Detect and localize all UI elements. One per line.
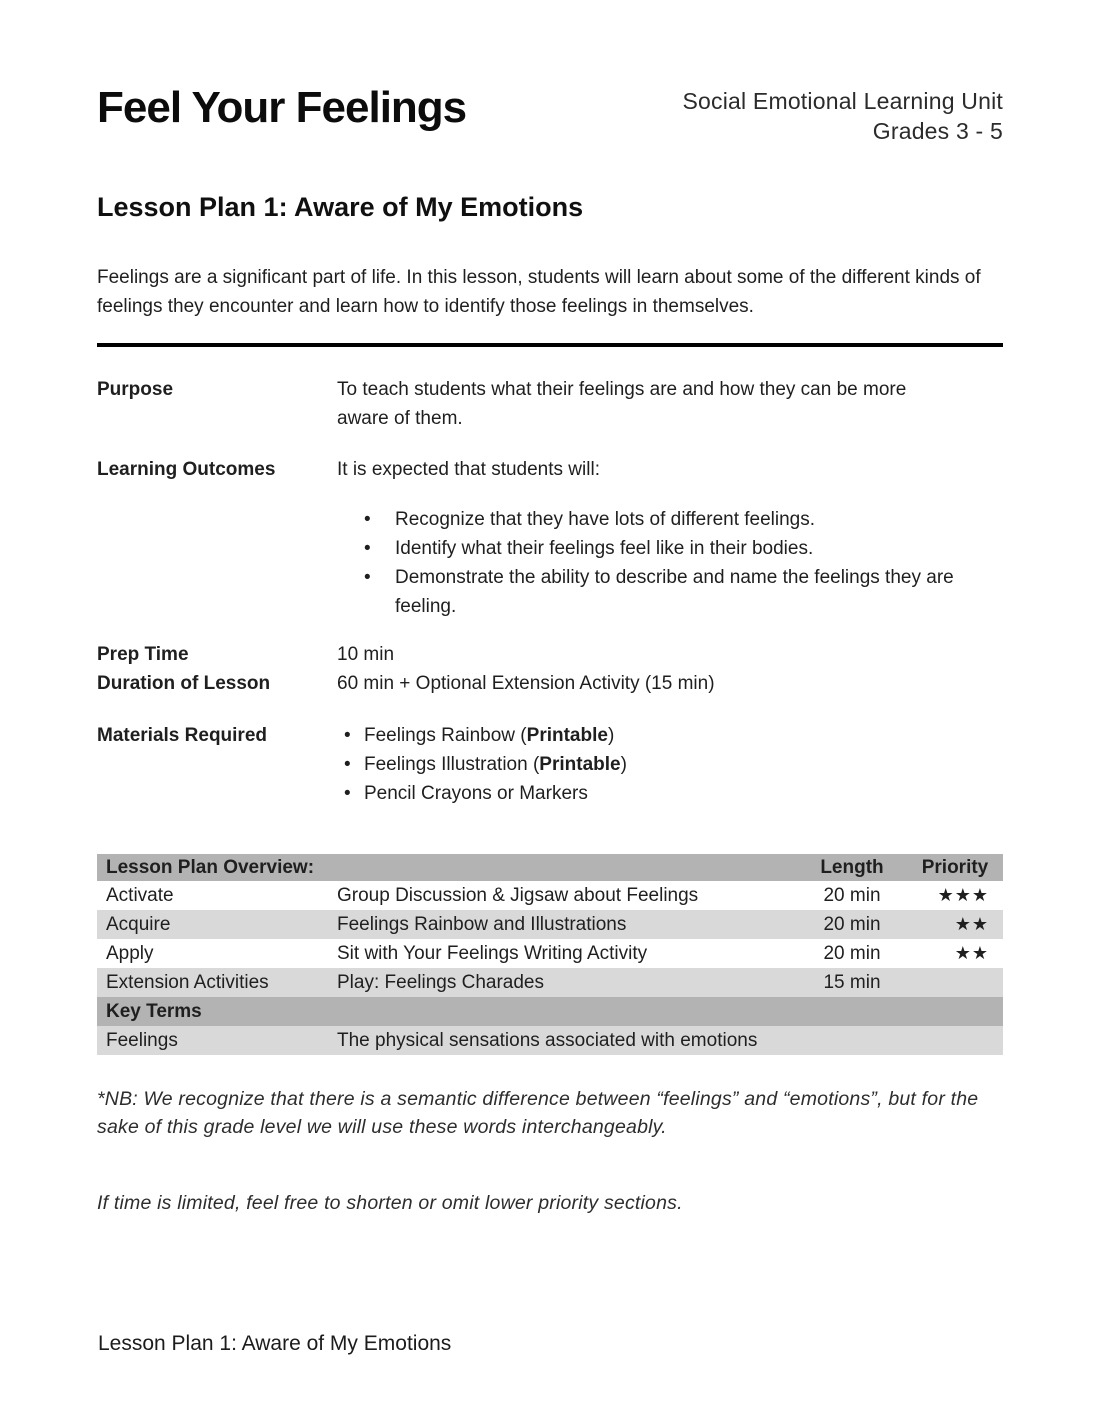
unit-name: Social Emotional Learning Unit: [682, 88, 1003, 114]
material-text: ): [607, 725, 615, 746]
material-bold-text: Printable: [526, 725, 608, 746]
materials-content: [337, 721, 1003, 808]
table-header-row: [97, 854, 1003, 881]
material-text: ): [620, 754, 627, 775]
duration-label: Duration of Lesson: [97, 673, 271, 694]
info-section: [97, 375, 1003, 808]
prep-time-label: Prep Time: [97, 644, 189, 665]
term-row: [97, 1026, 1003, 1055]
page-title: Feel Your Feelings: [97, 83, 467, 132]
table-header-length: Length: [820, 856, 884, 878]
key-terms-label: Key Terms: [106, 1000, 202, 1022]
material-text: Feelings Rainbow (: [364, 725, 527, 746]
doc-header: [97, 0, 1003, 146]
priority-note: If time is limited, feel free to shorten or omit lower priority sections.: [97, 1192, 683, 1214]
outcome-item: • Demonstrate the ability to describe and name the feelings they are feeling.: [337, 563, 955, 621]
table-row: [97, 968, 1003, 997]
prep-time-value: 10 min: [337, 644, 395, 665]
length-cell: 15 min: [823, 971, 881, 993]
outcome-item: • Identify what their feelings feel like in their bodies.: [337, 534, 955, 563]
length-cell: 20 min: [823, 913, 881, 935]
outcomes-list: [337, 505, 955, 621]
lesson-heading: Lesson Plan 1: Aware of My Emotions: [97, 192, 584, 222]
phase-cell: Extension Activities: [106, 971, 269, 993]
materials-label: Materials Required: [97, 725, 267, 746]
divider-rule: [97, 343, 1003, 347]
priority-stars: ★★: [954, 943, 989, 963]
outcome-item: • Recognize that they have lots of different feelings.: [337, 505, 955, 534]
purpose-text: To teach students what their feelings are and how they can be more aware of them.: [337, 379, 907, 429]
duration-row: [97, 669, 1003, 698]
material-bold-text: Printable: [539, 754, 621, 775]
material-text: Feelings Illustration (: [364, 754, 540, 775]
priority-stars: ★★: [954, 914, 989, 934]
materials-list: [337, 721, 1003, 808]
unit-info: [682, 84, 1003, 146]
material-text: Pencil Crayons or Markers: [364, 783, 588, 804]
phase-cell: Acquire: [106, 913, 171, 935]
description-cell: Play: Feelings Charades: [337, 971, 544, 993]
outcomes-intro: It is expected that students will:: [337, 459, 600, 480]
purpose-label: Purpose: [97, 379, 174, 400]
purpose-row: [97, 375, 1003, 433]
length-cell: 20 min: [823, 884, 881, 906]
material-item: [337, 750, 1003, 779]
table-row: [97, 881, 1003, 910]
description-cell: Feelings Rainbow and Illustrations: [337, 913, 627, 935]
outcomes-label: Learning Outcomes: [97, 459, 276, 480]
materials-row: [97, 721, 1003, 808]
table-row: [97, 910, 1003, 939]
description-cell: Sit with Your Feelings Writing Activity: [337, 942, 648, 964]
table-row: [97, 939, 1003, 968]
length-cell: 20 min: [823, 942, 881, 964]
term-definition: The physical sensations associated with emotions: [337, 1029, 758, 1051]
table-header-title: Lesson Plan Overview:: [106, 856, 315, 878]
outcomes-row: [97, 455, 1003, 621]
prep-time-row: [97, 640, 1003, 669]
term-name: Feelings: [106, 1029, 178, 1051]
outcomes-content: [337, 455, 1003, 621]
priority-stars: ★★★: [937, 885, 989, 905]
table-header-priority: Priority: [921, 856, 989, 878]
phase-cell: Activate: [106, 884, 174, 906]
nb-note: *NB: We recognize that there is a semantic difference between “feelings” and “emotions”, but for the sake of this grade level we will use these words interchangeably.: [97, 1088, 979, 1138]
duration-value: 60 min + Optional Extension Activity (15 min): [337, 673, 715, 694]
phase-cell: Apply: [106, 942, 154, 964]
material-item: [337, 779, 1003, 808]
key-terms-row: [97, 997, 1003, 1026]
intro-paragraph: Feelings are a significant part of life. In this lesson, students will learn about some of the different kinds of feelings they encounter and learn how to identify those feelings in themselves.: [97, 267, 981, 317]
description-cell: Group Discussion & Jigsaw about Feelings: [337, 884, 699, 906]
material-item: [337, 721, 1003, 750]
page-footer: Lesson Plan 1: Aware of My Emotions: [98, 1332, 452, 1355]
unit-grades: Grades 3 - 5: [872, 118, 1003, 144]
lesson-overview-table: [97, 854, 1003, 1055]
